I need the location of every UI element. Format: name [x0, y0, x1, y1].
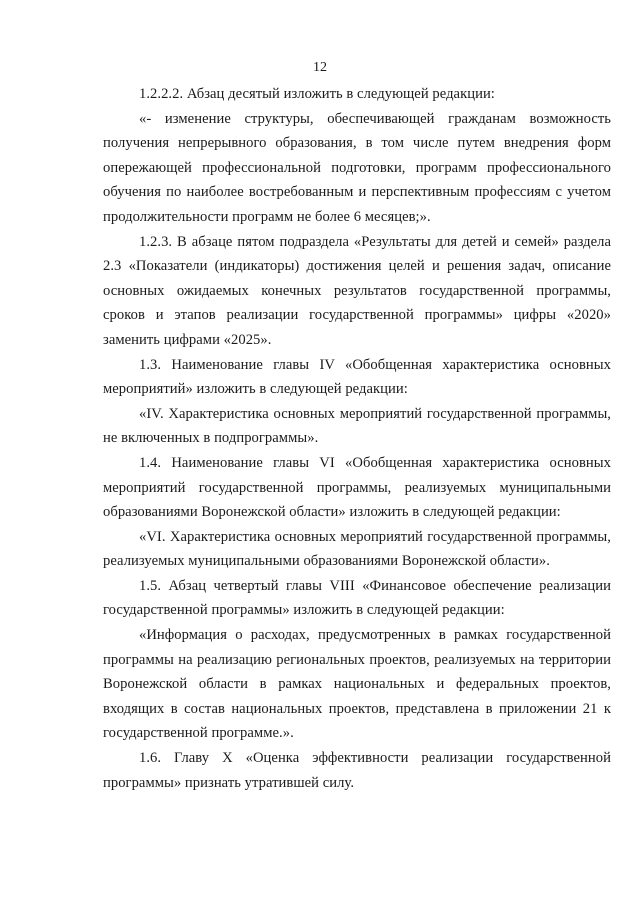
paragraph-1-4: 1.4. Наименование главы VI «Обобщенная характеристика основных мероприятий государственной программы, реализуемых муниципальными образованиями Воронежской области» изложить в следующей редакции: — [103, 454, 611, 521]
paragraph-quote-structure-change: «- изменение структуры, обеспечивающей гражданам возможность получения непрерывного образования, в том числе путем внедрения форм опережающей профессиональной подготовки, программ профессионального обучения по наиболее востребованным и перспективным профессиям с учетом продолжительности программ не более 6 месяцев;». — [103, 110, 611, 225]
page-number: 12 — [313, 60, 327, 75]
paragraph-quote-expenses: «Информация о расходах, предусмотренных в рамках государственной программы на реализацию региональных проектов, реализуемых на территории Воронежской области в рамках национальных и федеральных проектов, входящих в состав национальных проектов, представлена в приложении 21 к государственной программе.». — [103, 627, 611, 742]
paragraph-1-3: 1.3. Наименование главы IV «Обобщенная характеристика основных мероприятий» изложить в следующей редакции: — [103, 356, 611, 398]
paragraph-quote-chapter-vi: «VI. Характеристика основных мероприятий государственной программы, реализуемых муниципальными образованиями Воронежской области». — [103, 528, 611, 570]
paragraph-quote-chapter-iv: «IV. Характеристика основных мероприятий государственной программы, не включенных в подпрограммы». — [103, 405, 611, 447]
document-body — [103, 82, 611, 795]
paragraph-1-6: 1.6. Главу X «Оценка эффективности реализации государственной программы» признать утратившей силу. — [103, 750, 611, 791]
paragraph-1-2-3: 1.2.3. В абзаце пятом подраздела «Результаты для детей и семей» раздела 2.3 «Показатели (индикаторы) достижения целей и решения задач, описание основных ожидаемых конечных результатов государственной программы, сроков и этапов реализации государственной программы» цифры «2020» заменить цифрами «2025». — [103, 233, 611, 348]
paragraph-1-5: 1.5. Абзац четвертый главы VIII «Финансовое обеспечение реализации государственной программы» изложить в следующей редакции: — [103, 577, 611, 619]
paragraph-1-2-2-2: 1.2.2.2. Абзац десятый изложить в следующей редакции: — [139, 86, 495, 102]
